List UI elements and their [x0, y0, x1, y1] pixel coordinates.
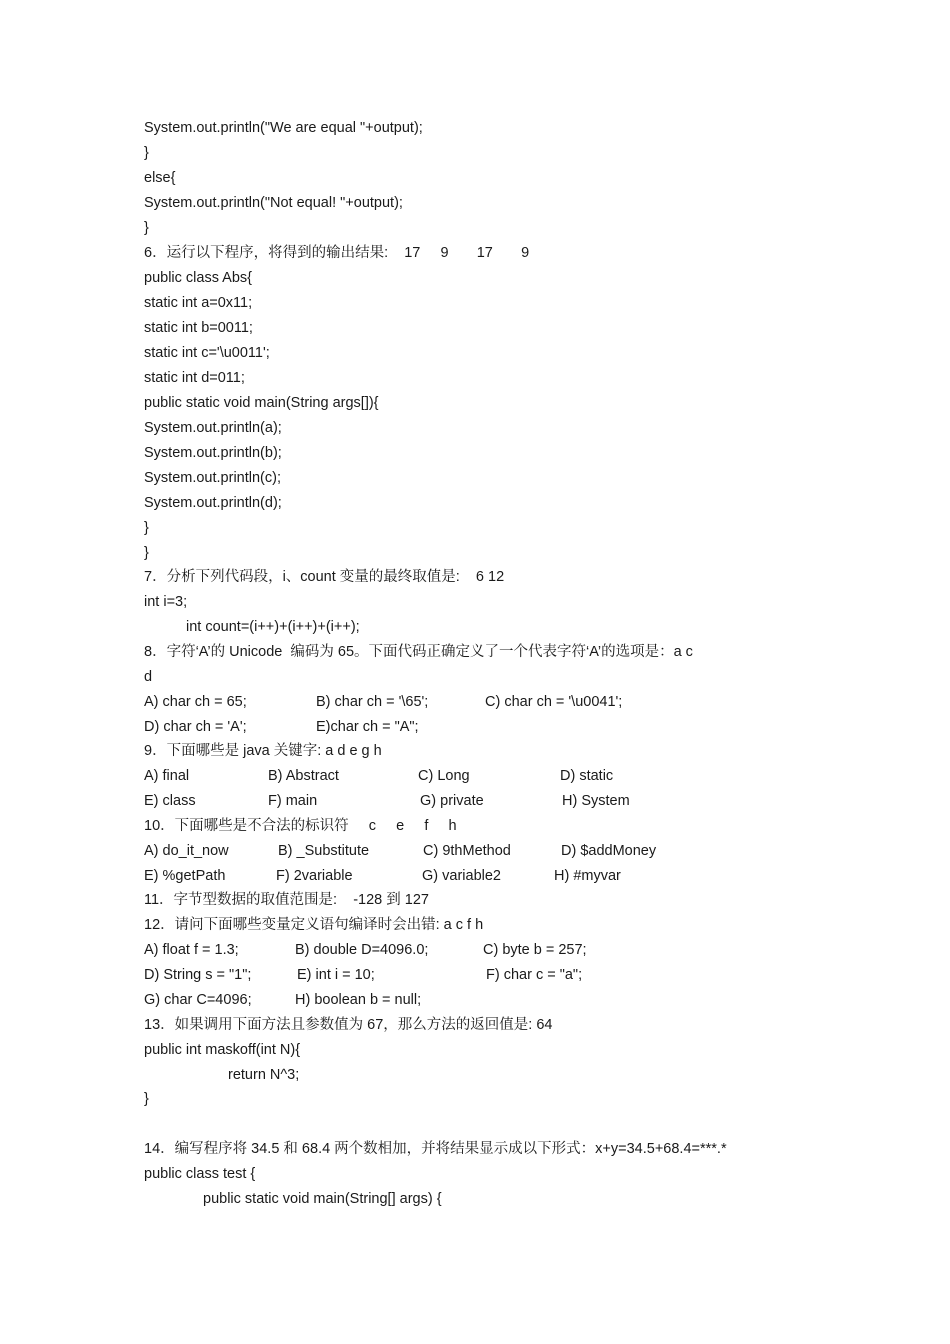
code-line: public class Abs{	[144, 270, 253, 286]
code-line: int count=(i++)+(i++)+(i++);	[186, 619, 360, 635]
option-a: A) do_it_now	[144, 843, 229, 859]
option-d: D) $addMoney	[561, 843, 657, 859]
code-line: }	[144, 520, 149, 536]
code-line: System.out.println("Not equal! "+output);	[144, 195, 403, 211]
option-d: D) String s = "1";	[144, 967, 252, 983]
question-14: 14．编写程序将 34.5 和 68.4 两个数相加，并将结果显示成以下形式：x+y=34.5+68.4=***.*	[144, 1141, 727, 1157]
question-8-continued: d	[144, 669, 153, 685]
question-13: 13．如果调用下面方法且参数值为 67，那么方法的返回值是: 64	[144, 1017, 553, 1033]
question-12: 12．请问下面哪些变量定义语句编译时会出错: a c f h	[144, 917, 484, 933]
code-line: }	[144, 1091, 149, 1107]
code-line: public int maskoff(int N){	[144, 1042, 301, 1058]
option-c: C) char ch = '\u0041';	[485, 694, 623, 710]
option-b: B) _Substitute	[278, 843, 370, 859]
option-e: E) int i = 10;	[297, 967, 375, 983]
code-line: }	[144, 545, 149, 561]
option-c: C) 9thMethod	[423, 843, 511, 859]
question-11: 11．字节型数据的取值范围是: -128 到 127	[144, 892, 429, 908]
option-e: E)char ch = "A";	[316, 719, 419, 735]
option-c: C) Long	[418, 768, 470, 784]
question-6: 6．运行以下程序，将得到的输出结果: 17 9 17 9	[144, 245, 530, 261]
option-h: H) boolean b = null;	[295, 992, 422, 1008]
option-f: F) main	[268, 793, 318, 809]
question-7: 7．分析下列代码段，i、count 变量的最终取值是: 6 12	[144, 569, 505, 585]
question-10: 10．下面哪些是不合法的标识符 c e f h	[144, 818, 457, 834]
code-line: }	[144, 220, 149, 236]
option-b: B) Abstract	[268, 768, 339, 784]
option-e: E) class	[144, 793, 196, 809]
option-g: G) char C=4096;	[144, 992, 252, 1008]
question-8: 8．字符‘A’的 Unicode 编码为 65。下面代码正确定义了一个代表字符‘A’的选项是：a c	[144, 644, 693, 660]
code-line: static int a=0x11;	[144, 295, 253, 311]
option-h: H) #myvar	[554, 868, 621, 884]
option-a: A) char ch = 65;	[144, 694, 247, 710]
code-line: static int d=011;	[144, 370, 245, 386]
code-line: public static void main(String args[]){	[144, 395, 379, 411]
option-f: F) 2variable	[276, 868, 353, 884]
option-e: E) %getPath	[144, 868, 226, 884]
option-d: D) char ch = 'A';	[144, 719, 247, 735]
code-line: else{	[144, 170, 176, 186]
option-d: D) static	[560, 768, 614, 784]
code-line: System.out.println("We are equal "+output);	[144, 120, 423, 136]
code-line: System.out.println(b);	[144, 445, 282, 461]
question-9: 9．下面哪些是 java 关键字: a d e g h	[144, 743, 382, 759]
option-h: H) System	[562, 793, 630, 809]
option-g: G) private	[420, 793, 484, 809]
option-g: G) variable2	[422, 868, 501, 884]
code-line: }	[144, 145, 149, 161]
code-line: System.out.println(d);	[144, 495, 282, 511]
option-f: F) char c = "a";	[486, 967, 583, 983]
option-a: A) final	[144, 768, 190, 784]
code-line: return N^3;	[228, 1067, 300, 1083]
code-line: public static void main(String[] args) {	[203, 1191, 442, 1207]
code-line: System.out.println(a);	[144, 420, 282, 436]
option-c: C) byte b = 257;	[483, 942, 587, 958]
code-line: static int b=0011;	[144, 320, 253, 336]
code-line: static int c='\u0011';	[144, 345, 270, 361]
option-b: B) double D=4096.0;	[295, 942, 429, 958]
option-b: B) char ch = '\65';	[316, 694, 429, 710]
code-line: public class test {	[144, 1166, 256, 1182]
code-line: int i=3;	[144, 594, 188, 610]
code-line: System.out.println(c);	[144, 470, 281, 486]
option-a: A) float f = 1.3;	[144, 942, 239, 958]
